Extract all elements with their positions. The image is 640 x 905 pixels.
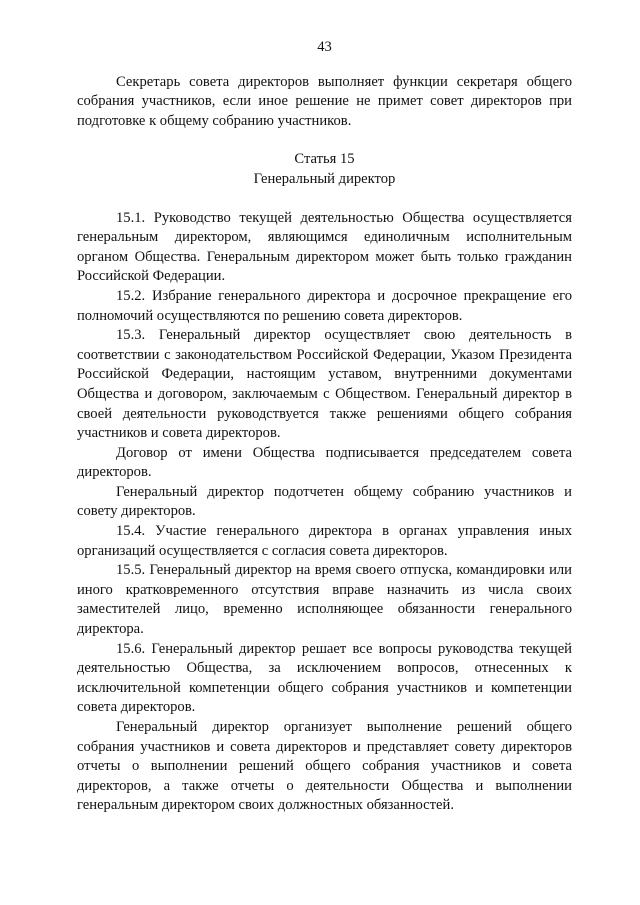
paragraph-reporting: Генеральный директор организует выполнение решений общего собрания участников и совета директоров и представляет совету директоров отчеты о выполнении решений общего собрания участников и совета директоров, а также отчеты о деятельности Общества и выполнении генеральным директором своих должностных обязанностей. <box>77 719 572 814</box>
paragraph-15-1: 15.1. Руководство текущей деятельностью Общества осуществляется генеральным директором, являющимся единоличным исполнительным органом Общества. Генеральным директором может быть только гражданин Российской Федерации. <box>77 209 572 285</box>
paragraph-15-5: 15.5. Генеральный директор на время своего отпуска, командировки или иного кратковременного отсутствия вправе назначить из числа своих заместителей лицо, временно исполняющее обязанности генерального директора. <box>77 562 572 638</box>
paragraph-15-3: 15.3. Генеральный директор осуществляет свою деятельность в соответствии с законодательством Российской Федерации, Указом Президента Российской Федерации, настоящим уставом, внутренними документами Общества и договором, заключаемым с Обществом. Генеральный директор в своей деятельности руководствуется также решениями общего собрания участников и совета директоров. <box>77 327 572 442</box>
paragraph-15-2: 15.2. Избрание генерального директора и досрочное прекращение его полномочий осуществляются по решению совета директоров. <box>77 287 572 324</box>
paragraph-contract-signing: Договор от имени Общества подписывается председателем совета директоров. <box>77 444 572 481</box>
paragraph-accountability: Генеральный директор подотчетен общему собранию участников и совету директоров. <box>77 483 572 520</box>
paragraph-15-4: 15.4. Участие генерального директора в органах управления иных организаций осуществляется с согласия совета директоров. <box>77 523 572 559</box>
article-heading: Статья 15 <box>294 151 355 168</box>
paragraph-15-6: 15.6. Генеральный директор решает все вопросы руководства текущей деятельностью Общества, за исключением вопросов, отнесенных к исключительной компетенции общего собрания участников и компетенции совета директоров. <box>77 640 572 716</box>
intro-paragraph: Секретарь совета директоров выполняет функции секретаря общего собрания участников, если иное решение не примет совет директоров при подготовке к общему собранию участников. <box>77 73 572 129</box>
article-title: Генеральный директор <box>253 170 396 187</box>
page-number: 43 <box>317 39 332 55</box>
